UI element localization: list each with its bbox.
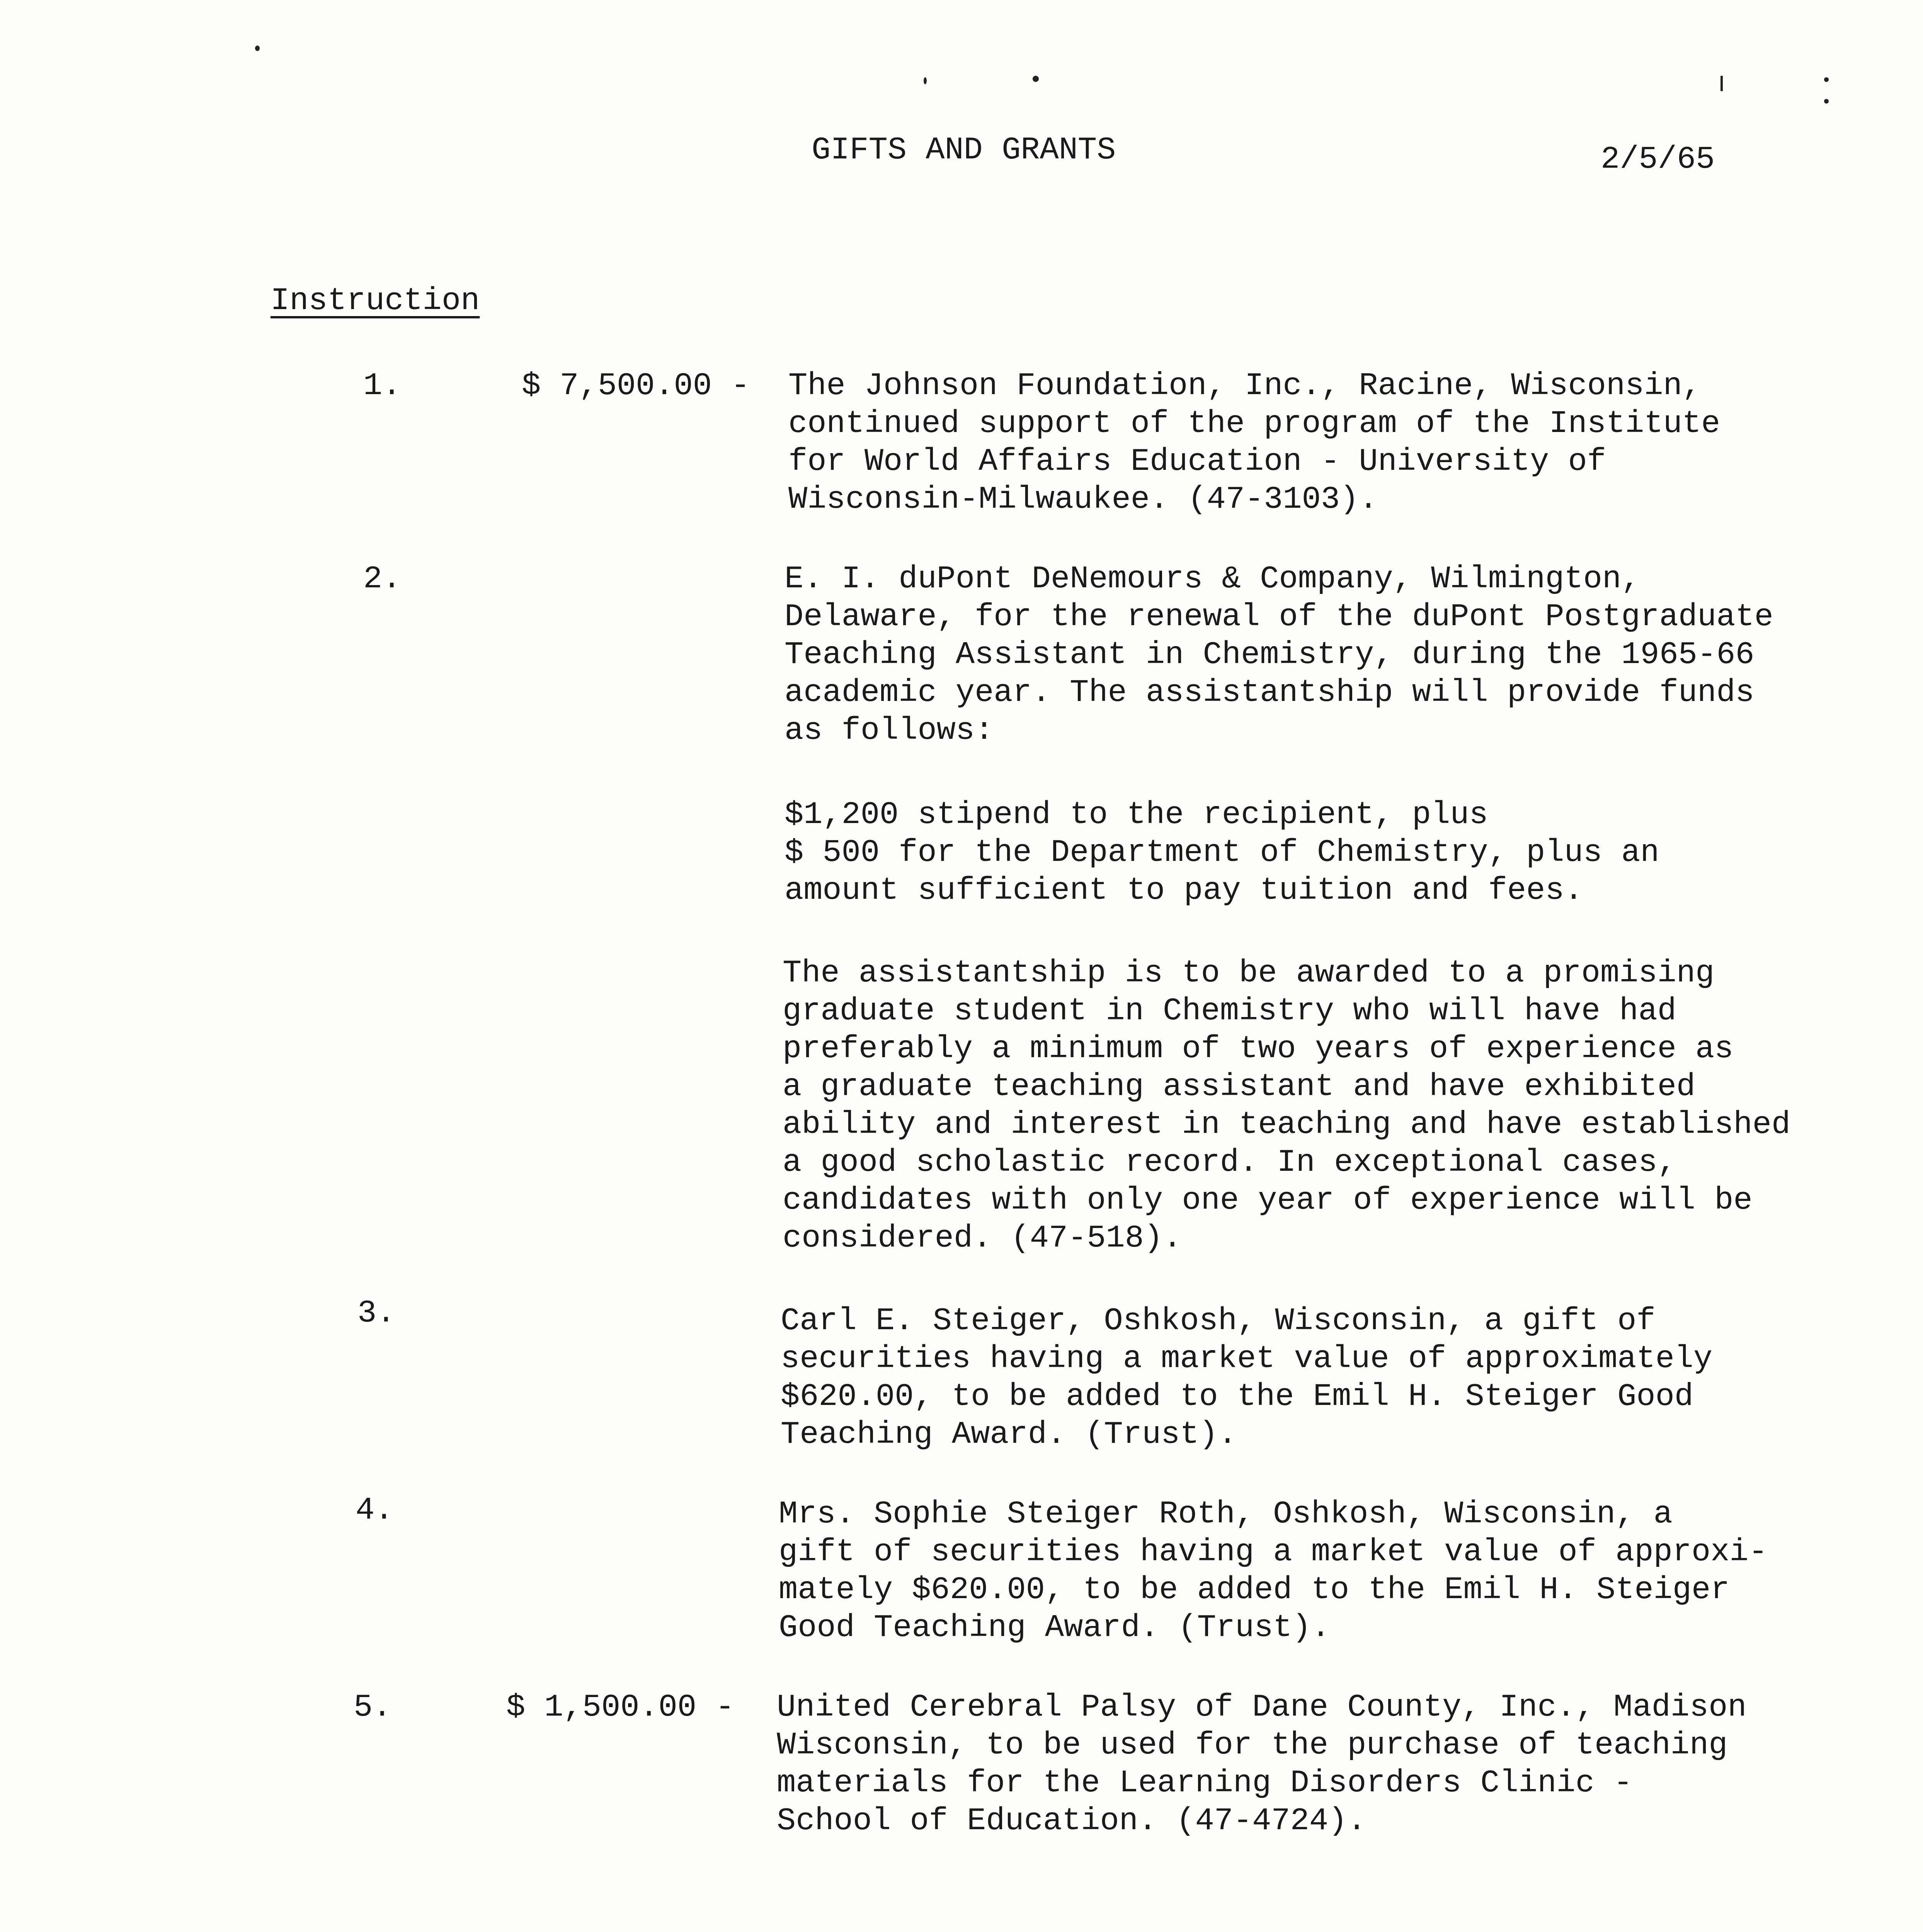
scan-speck — [1824, 99, 1829, 104]
scan-speck — [1824, 77, 1829, 82]
item-number: 2. — [363, 561, 402, 597]
item-amount: $ 7,500.00 - — [522, 368, 750, 404]
item-description: E. I. duPont DeNemours & Company, Wilmington, Delaware, for the renewal of the duPont Postgraduate Teaching Assistant in Chemistry, during the 1965-66 academic year. The assistantship will provide funds as follows: — [785, 561, 1773, 748]
item-number: 4. — [356, 1492, 394, 1528]
scan-speck — [255, 46, 260, 51]
item-amount: $ 1,500.00 - — [506, 1689, 735, 1725]
scan-speck — [924, 77, 927, 84]
document-date: 2/5/65 — [1601, 141, 1715, 177]
item-description: The assistantship is to be awarded to a promising graduate student in Chemistry who will have had preferably a minimum of two years of experience as a graduate teaching assistant and have exhibited ability and interest in teaching and have established a good scholastic record. In exceptional cases, candidates with only one year of experience will be considered. (47-518). — [783, 955, 1791, 1256]
section-heading: Instruction — [271, 283, 480, 319]
scan-speck — [1033, 76, 1039, 82]
item-description: $1,200 stipend to the recipient, plus $ 500 for the Department of Chemistry, plus an amount sufficient to pay tuition and fees. — [785, 797, 1659, 908]
item-description: United Cerebral Palsy of Dane County, Inc., Madison Wisconsin, to be used for the purchase of teaching materials for the Learning Disorders Clinic - School of Education. (47-4724). — [777, 1689, 1747, 1839]
item-number: 1. — [363, 368, 402, 404]
item-description: Mrs. Sophie Steiger Roth, Oshkosh, Wisconsin, a gift of securities having a market value of approxi- mately $620.00, to be added to the Emil H. Steiger Good Teaching Award. (Trust). — [779, 1496, 1768, 1646]
document-title: GIFTS AND GRANTS — [812, 132, 1116, 168]
item-description: The Johnson Foundation, Inc., Racine, Wisconsin, continued support of the program of the Institute for World Affairs Education - University of Wisconsin-Milwaukee. (47-3103). — [788, 368, 1720, 517]
scan-speck — [1720, 76, 1723, 91]
item-description: Carl E. Steiger, Oshkosh, Wisconsin, a gift of securities having a market value of approximately $620.00, to be added to the Emil H. Steiger Good Teaching Award. (Trust). — [781, 1303, 1713, 1452]
item-number: 3. — [357, 1295, 396, 1331]
item-number: 5. — [354, 1689, 392, 1725]
